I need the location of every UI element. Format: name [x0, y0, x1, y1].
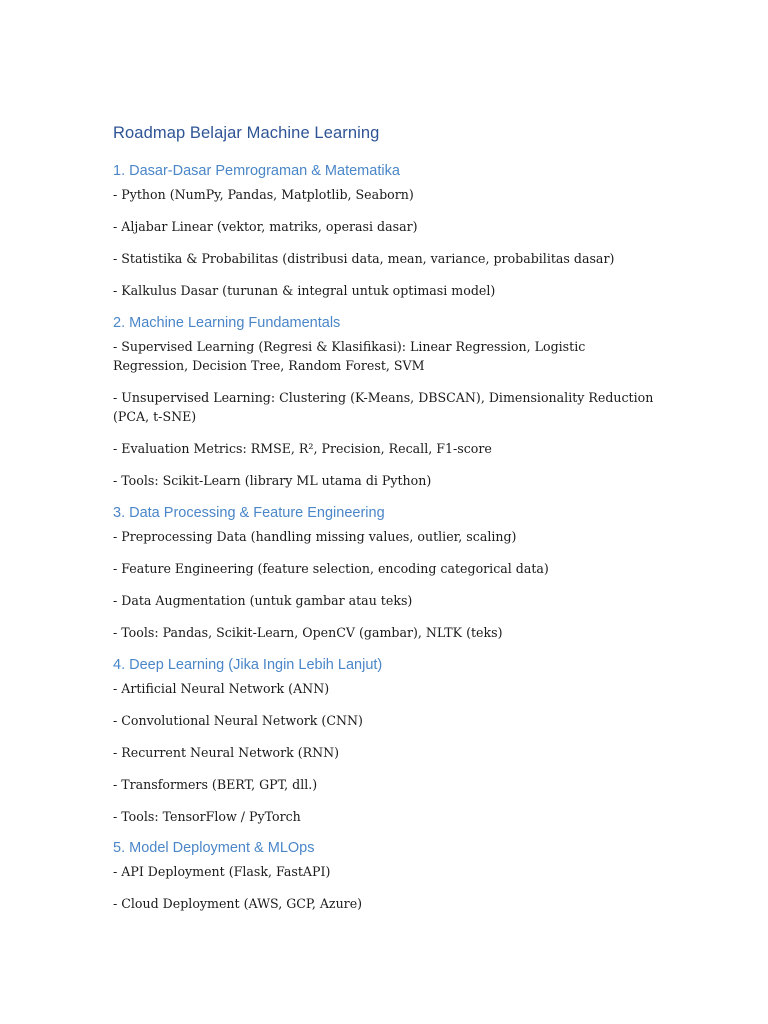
list-item: - Preprocessing Data (handling missing values, outlier, scaling): [113, 529, 517, 544]
list-item: - Kalkulus Dasar (turunan & integral untuk optimasi model): [113, 283, 496, 298]
list-item: - Python (NumPy, Pandas, Matplotlib, Seaborn): [113, 187, 414, 202]
list-item: - Statistika & Probabilitas (distribusi data, mean, variance, probabilitas dasar): [113, 251, 615, 266]
list-item: - Evaluation Metrics: RMSE, R², Precision, Recall, F1-score: [113, 441, 492, 456]
list-item: - Feature Engineering (feature selection, encoding categorical data): [113, 561, 549, 576]
list-item: - Artificial Neural Network (ANN): [113, 681, 330, 696]
list-item: - Recurrent Neural Network (RNN): [113, 745, 340, 760]
list-item: - Data Augmentation (untuk gambar atau teks): [113, 593, 413, 608]
list-item: - Tools: Scikit-Learn (library ML utama di Python): [113, 473, 432, 488]
list-item: - Transformers (BERT, GPT, dll.): [113, 777, 318, 792]
list-item: - Aljabar Linear (vektor, matriks, operasi dasar): [113, 219, 418, 234]
section-heading: 4. Deep Learning (Jika Ingin Lebih Lanjut): [113, 657, 383, 673]
list-item: - Convolutional Neural Network (CNN): [113, 713, 363, 728]
list-item: - Tools: TensorFlow / PyTorch: [113, 809, 301, 824]
list-item: - Supervised Learning (Regresi & Klasifikasi): Linear Regression, Logistic Regression, Decision Tree, Random Forest, SVM: [113, 339, 586, 373]
document-title: Roadmap Belajar Machine Learning: [113, 124, 380, 142]
list-item: - API Deployment (Flask, FastAPI): [113, 864, 331, 879]
list-item: - Tools: Pandas, Scikit-Learn, OpenCV (gambar), NLTK (teks): [113, 625, 503, 640]
section-heading: 5. Model Deployment & MLOps: [113, 840, 315, 856]
section-heading: 1. Dasar-Dasar Pemrograman & Matematika: [113, 163, 400, 179]
list-item: - Unsupervised Learning: Clustering (K-Means, DBSCAN), Dimensionality Reduction (PCA, t-SNE): [113, 390, 654, 424]
section-heading: 3. Data Processing & Feature Engineering: [113, 505, 385, 521]
section-heading: 2. Machine Learning Fundamentals: [113, 315, 341, 331]
list-item: - Cloud Deployment (AWS, GCP, Azure): [113, 896, 363, 911]
